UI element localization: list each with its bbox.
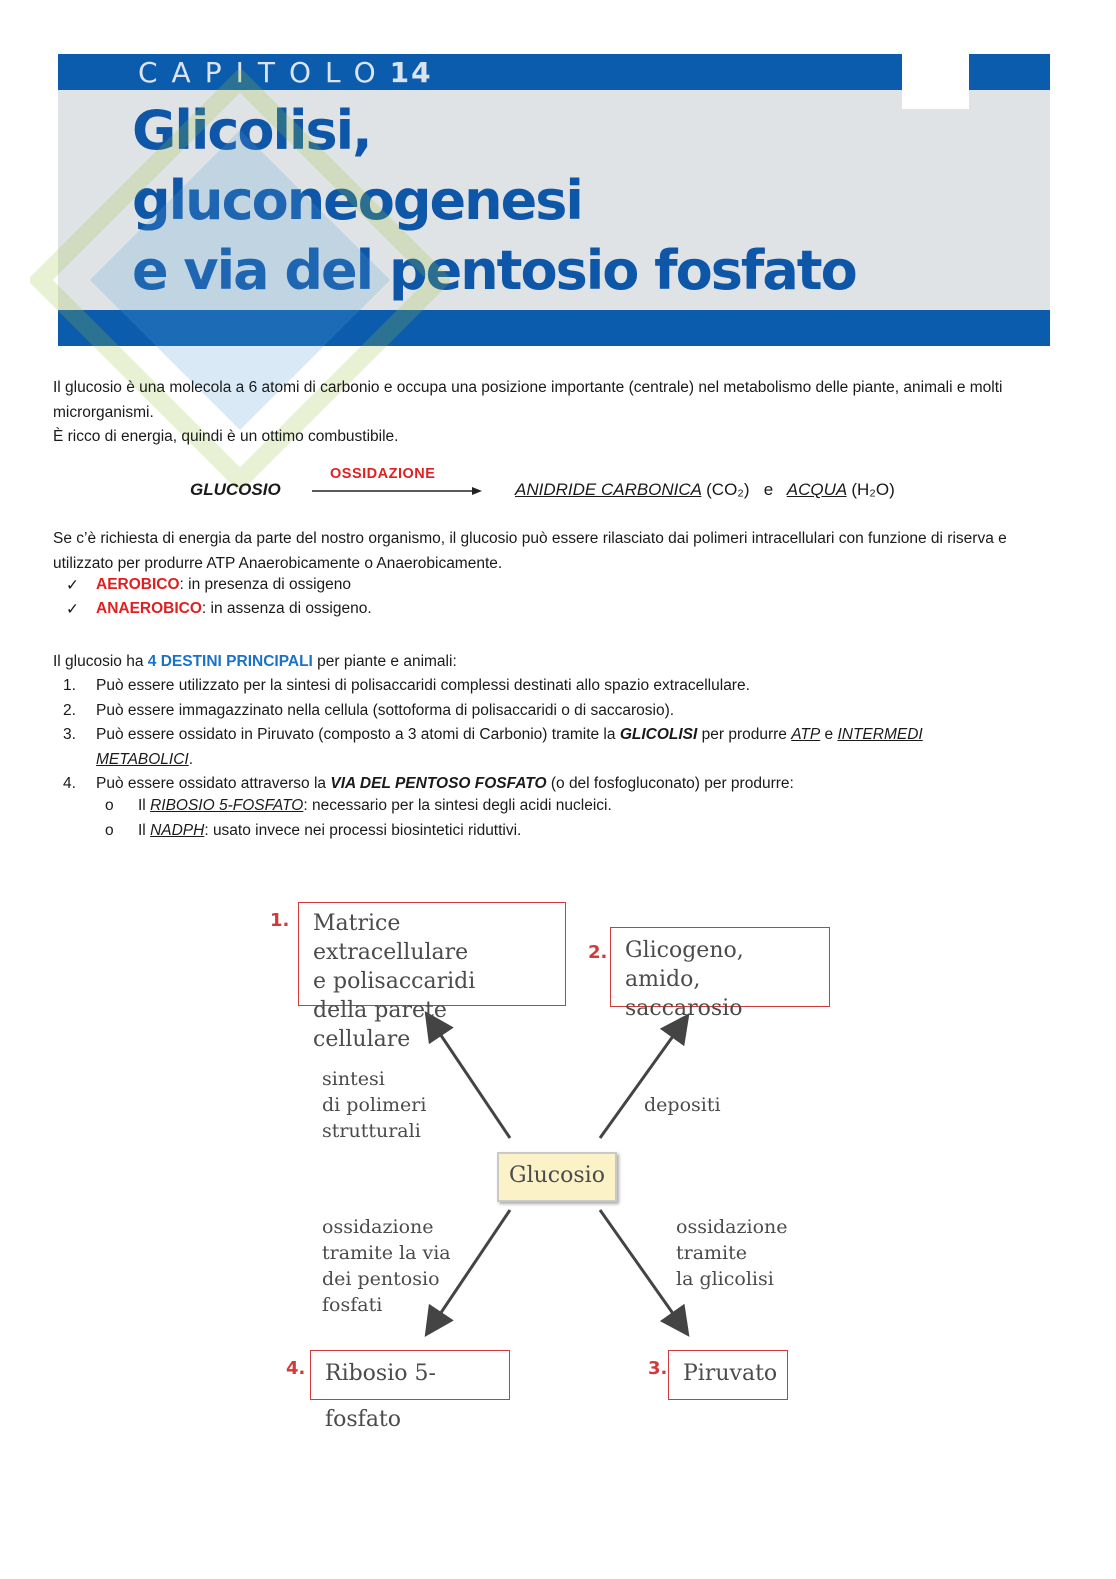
equation-process: OSSIDAZIONE <box>330 466 436 482</box>
arrow-to-glicogeno <box>600 1018 686 1138</box>
label-1-line-1: sintesi <box>322 1068 385 1090</box>
label-ossidazione-pentosio <box>322 1214 451 1318</box>
list-number: 2. <box>63 702 76 719</box>
fate-1-line-1: Matrice extracellulare <box>313 911 469 965</box>
product-water-name: ACQUA <box>786 480 847 499</box>
checkmark-icon: ✓ <box>66 601 79 618</box>
fate-box-matrice <box>298 902 566 1052</box>
title-line-1: Glicolisi, <box>132 99 371 162</box>
fate-2-line-2: amido, saccarosio <box>625 967 743 1021</box>
pentoso-term: VIA DEL PENTOSO FOSFATO <box>330 775 547 792</box>
label-1-line-2: di polimeri <box>322 1094 427 1116</box>
title-line-2: gluconeogenesi <box>132 169 582 232</box>
bullet-icon: o <box>105 797 114 814</box>
fate-2-line-1: Glicogeno, <box>625 938 744 963</box>
fate-1-line-3: della parete cellulare <box>313 998 447 1052</box>
banner-bottom-bar <box>58 310 1050 346</box>
fate-box-ribosio <box>310 1350 510 1432</box>
destini-suffix: per piante e animali: <box>312 653 457 670</box>
chapter-banner <box>58 54 1050 346</box>
label-sintesi <box>322 1066 426 1144</box>
desc-aerobico: : in presenza di ossigeno <box>179 576 352 593</box>
chapter-label <box>138 56 433 89</box>
oxidation-equation <box>190 466 930 510</box>
reaction-arrow-icon <box>312 486 482 496</box>
ribosio-term: RIBOSIO 5-FOSFATO <box>150 797 304 814</box>
fate-4-line-1: Ribosio 5-fosfato <box>325 1361 436 1432</box>
label-3-line-1: ossidazione <box>676 1216 788 1238</box>
destini-prefix: Il glucosio ha <box>53 653 148 670</box>
term-anaerobico: ANAEROBICO <box>96 600 202 617</box>
product-co2-formula: (CO₂) <box>706 480 750 499</box>
glucose-fates-diagram <box>240 880 880 1440</box>
intermedi-term: INTERMEDI <box>837 726 923 743</box>
product-co2-name: ANIDRIDE CARBONICA <box>515 480 702 499</box>
fate-box-glicogeno <box>610 927 830 1021</box>
destini-heading <box>53 650 1053 675</box>
label-4-line-2: tramite la via <box>322 1242 451 1264</box>
metabolici-term: METABOLICI <box>96 750 189 768</box>
energy-paragraph: Se c’è richiesta di energia da parte del nostro organismo, il glucosio può essere rilasciato dai polimeri intracellulari con funzione di riserva e utilizzato per produrre ATP Anaerobicamente o Anaerobicamente. <box>53 530 1007 572</box>
label-3-line-3: la glicolisi <box>676 1268 774 1290</box>
fate-number-4: 4. <box>286 1358 306 1379</box>
glicolisi-term: GLICOLISI <box>619 726 698 743</box>
intro-line-1: Il glucosio è una molecola a 6 atomi di carbonio e occupa una posizione importante (centrale) nel metabolismo delle piante, animali e molti microrganismi. <box>53 379 1003 421</box>
banner-notch <box>902 54 969 109</box>
fate-number-2: 2. <box>588 942 608 963</box>
label-1-line-3: strutturali <box>322 1120 421 1142</box>
list-number: 1. <box>63 677 76 694</box>
glucosio-node: Glucosio <box>497 1152 617 1202</box>
intro-line-2: È ricco di energia, quindi è un ottimo combustibile. <box>53 428 399 445</box>
desc-anaerobico: : in assenza di ossigeno. <box>201 600 372 617</box>
title-line-3: e via del pentosio fosfato <box>132 239 856 302</box>
product-water-formula: (H₂O) <box>851 480 895 499</box>
label-4-line-3: dei pentosio <box>322 1268 440 1290</box>
label-2-line-1: depositi <box>644 1094 721 1116</box>
bullet-icon: o <box>105 822 114 839</box>
equation-products <box>515 480 895 500</box>
intro-paragraph <box>53 376 1053 450</box>
label-4-line-4: fosfati <box>322 1294 383 1316</box>
arrow-to-piruvato <box>600 1210 686 1332</box>
label-4-line-1: ossidazione <box>322 1216 434 1238</box>
product-joiner: e <box>763 480 774 499</box>
list-text: Può essere ossidato in Piruvato (composto a 3 atomi di Carbonio) tramite la GLICOLISI per produrre ATP e INTERMEDI METABOLICI. <box>96 726 923 768</box>
checkmark-icon: ✓ <box>66 577 79 594</box>
label-3-line-2: tramite <box>676 1242 748 1264</box>
fate-box-piruvato <box>668 1350 788 1400</box>
chapter-word: CAPITOLO <box>138 56 390 89</box>
fate-number-1: 1. <box>270 910 290 931</box>
list-text: Può essere immagazzinato nella cellula (sottoforma di polisaccaridi o di saccarosio). <box>96 702 675 719</box>
list-text: Può essere ossidato attraverso la VIA DEL PENTOSO FOSFATO (o del fosfogluconato) per produrre: <box>96 775 794 792</box>
list-number: 4. <box>63 775 76 792</box>
fate-3-line-1: Piruvato <box>683 1361 778 1386</box>
term-aerobico: AEROBICO <box>96 576 180 593</box>
fate-1-line-2: e polisaccaridi <box>313 969 476 994</box>
atp-term: ATP <box>791 726 821 743</box>
equation-reactant: GLUCOSIO <box>190 480 281 499</box>
destini-highlight: 4 DESTINI PRINCIPALI <box>147 653 313 670</box>
chapter-title <box>132 96 856 306</box>
chapter-number: 14 <box>389 56 433 89</box>
list-number: 3. <box>63 726 76 743</box>
list-text: Può essere utilizzato per la sintesi di polisaccaridi complessi destinati allo spazio extracellulare. <box>96 677 750 694</box>
label-depositi <box>644 1092 721 1118</box>
label-ossidazione-glicolisi <box>676 1214 788 1292</box>
nadph-term: NADPH <box>150 822 205 839</box>
fate-number-3: 3. <box>648 1358 668 1379</box>
